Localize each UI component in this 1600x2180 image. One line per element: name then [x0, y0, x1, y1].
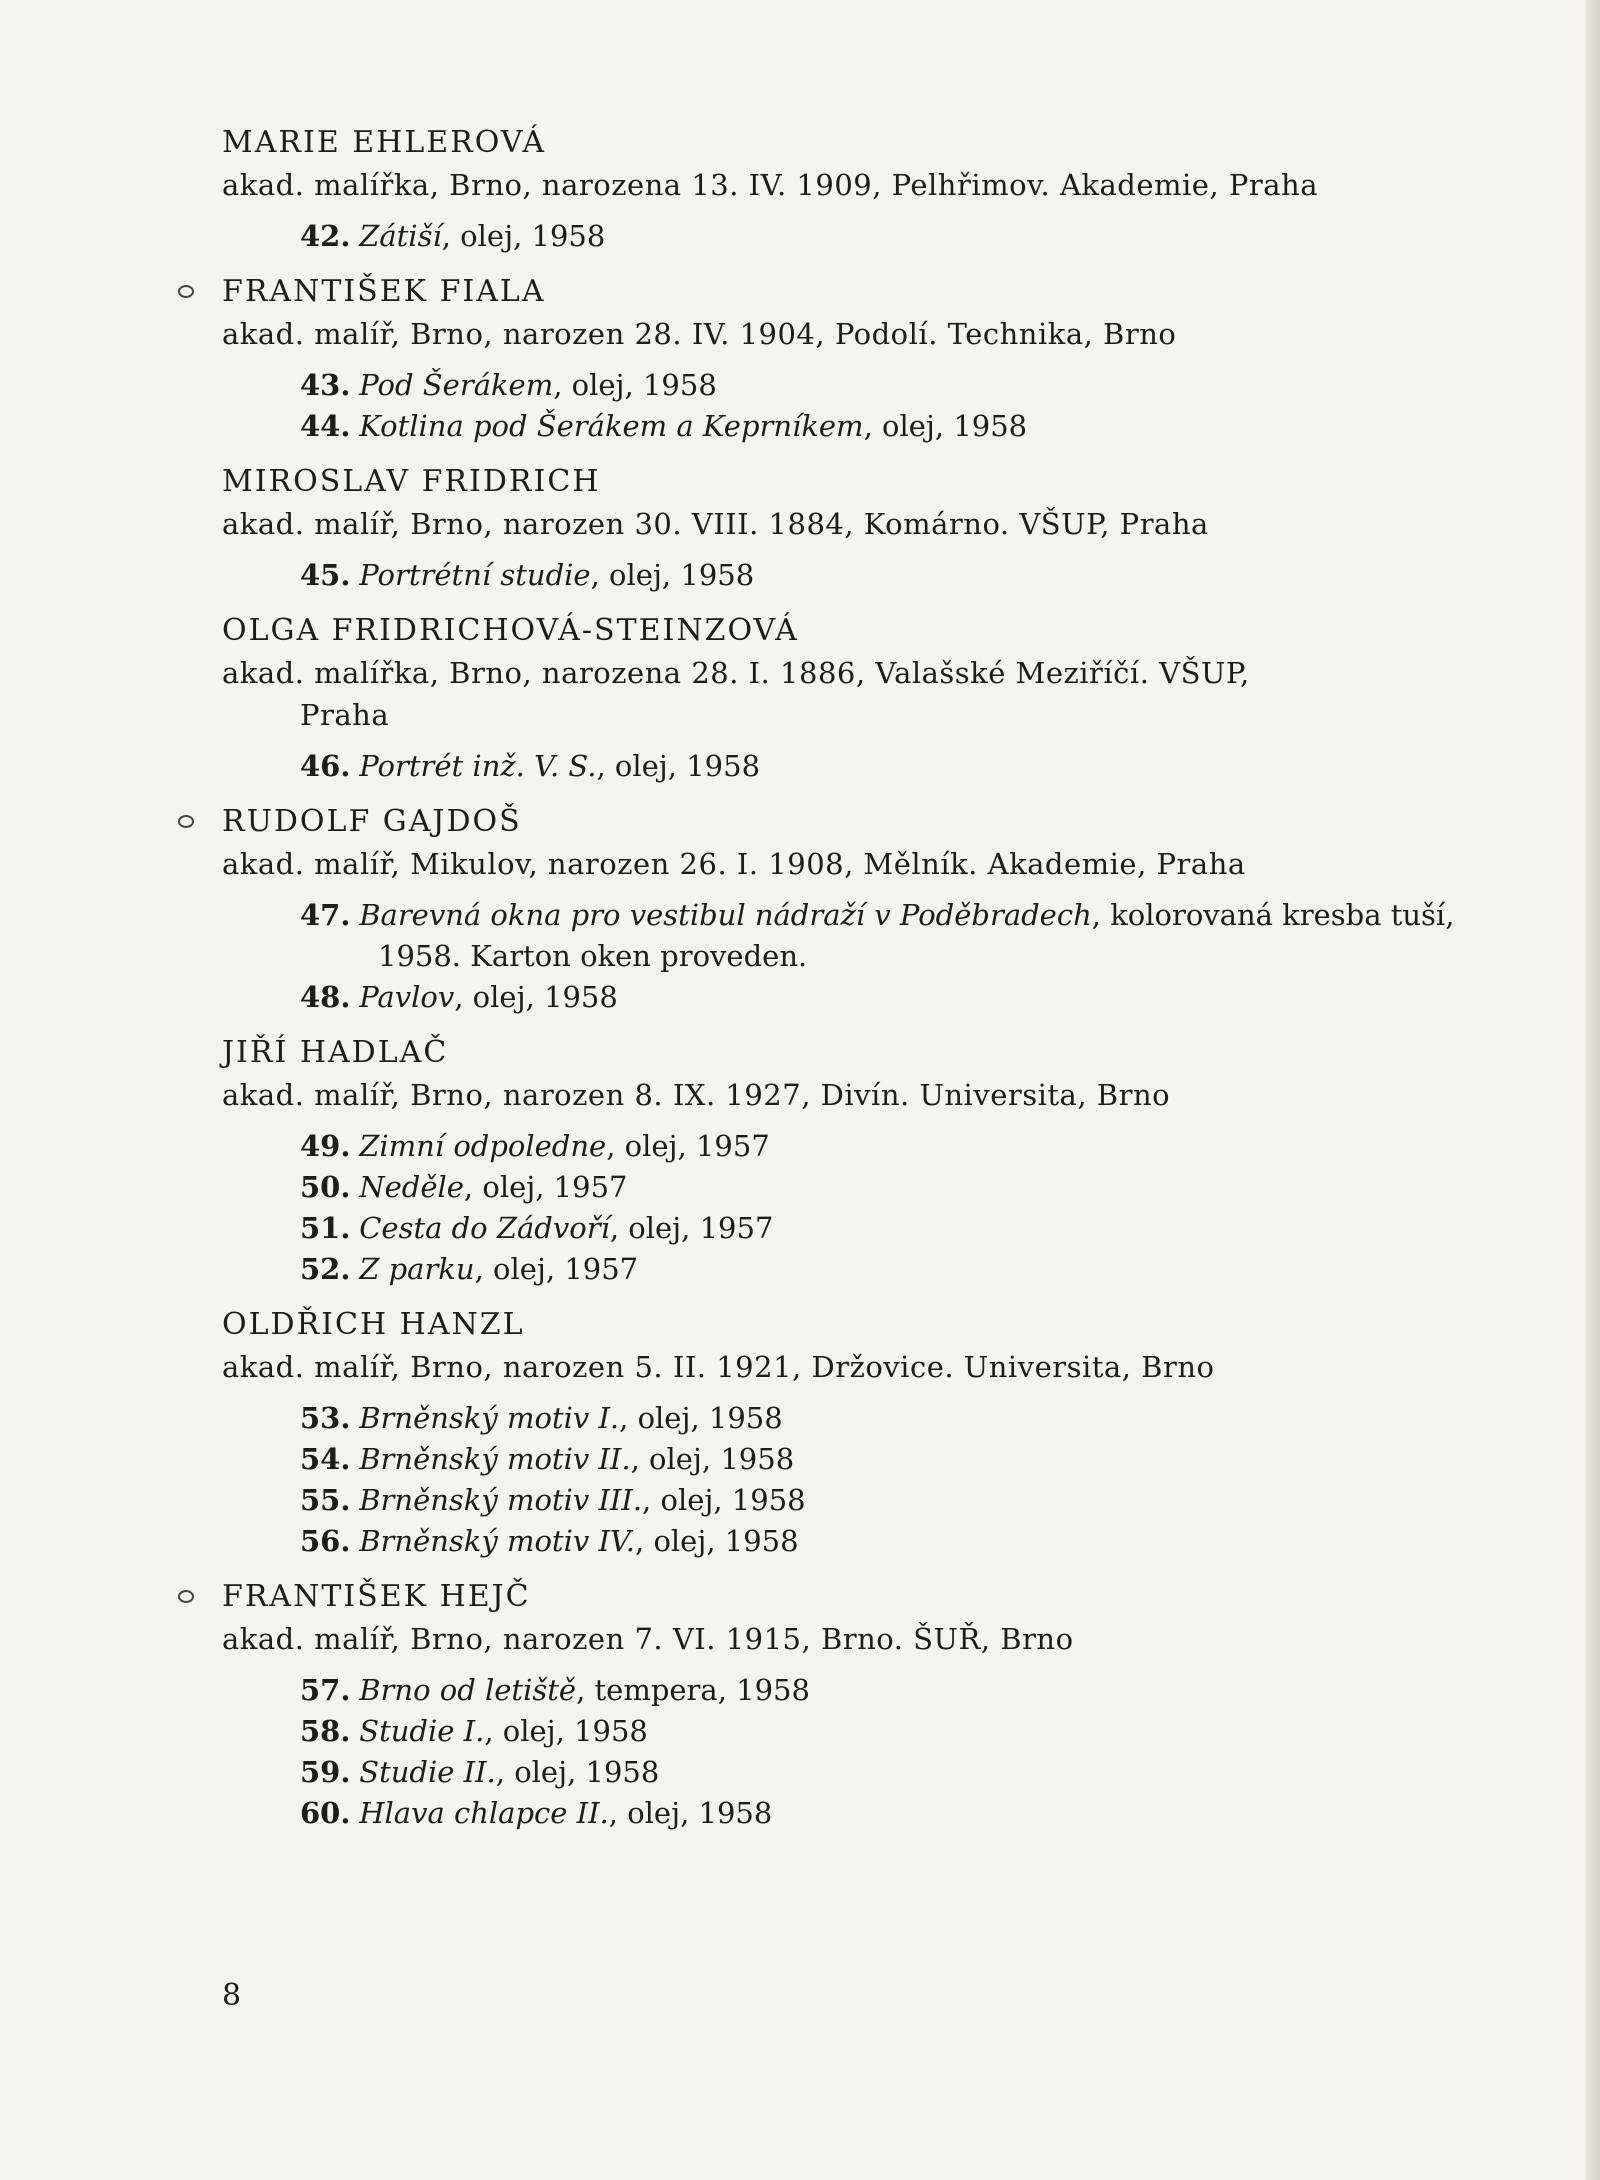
artist-name: FRANTIŠEK HEJČ [222, 1579, 531, 1614]
artwork-title: Hlava chlapce II. [359, 1796, 609, 1830]
artwork-details: , olej, 1957 [606, 1129, 770, 1163]
artwork-details: , olej, 1958 [590, 558, 755, 592]
artwork-title: Studie I. [359, 1714, 485, 1748]
artwork-title: Brněnský motiv IV. [359, 1524, 636, 1558]
artwork-item [222, 1793, 1482, 1834]
artist-entry [222, 610, 1482, 787]
artist-name: JIŘÍ HADLAČ [222, 1035, 449, 1070]
circle-mark-icon [178, 1590, 194, 1603]
artist-bio: akad. malířka, Brno, narozena 13. IV. 1909, Pelhřimov. Akademie, Praha [222, 168, 1318, 202]
artwork-number: 53. [300, 1401, 351, 1435]
artwork-title: Studie II. [359, 1755, 496, 1789]
artwork-details: , olej, 1958 [619, 1401, 783, 1435]
artwork-item [222, 1126, 1482, 1167]
artwork-item [222, 1711, 1482, 1752]
artwork-item [222, 1208, 1482, 1249]
artwork-details: , olej, 1958 [553, 368, 717, 402]
artist-name: RUDOLF GAJDOŠ [222, 804, 522, 839]
artist-bio: akad. malíř, Brno, narozen 28. IV. 1904, Podolí. Technika, Brno [222, 317, 1177, 351]
artwork-details: , tempera, 1958 [576, 1673, 810, 1707]
artwork-details: , olej, 1958 [454, 980, 618, 1014]
artwork-details: , olej, 1958 [596, 749, 761, 783]
artwork-title: Brněnský motiv I. [359, 1401, 620, 1435]
artwork-list [222, 1670, 1482, 1834]
artist-bio: akad. malíř, Brno, narozen 30. VIII. 1884, Komárno. VŠUP, Praha [222, 507, 1209, 541]
artist-entry [222, 1304, 1482, 1562]
artist-bio: akad. malíř, Mikulov, narozen 26. I. 1908, Mělník. Akademie, Praha [222, 847, 1246, 881]
artwork-item [222, 1398, 1482, 1439]
artwork-item [222, 1439, 1482, 1480]
artwork-number: 56. [300, 1524, 351, 1558]
artwork-title: Kotlina pod Šerákem a Keprníkem [359, 409, 864, 443]
artwork-list [222, 365, 1482, 447]
artist-entry [222, 801, 1482, 1018]
artwork-details: , olej, 1958 [608, 1796, 773, 1830]
artist-entry [222, 271, 1482, 447]
artwork-list [222, 555, 1482, 596]
artwork-details: , olej, 1958 [642, 1483, 806, 1517]
artist-name: OLGA FRIDRICHOVÁ-STEINZOVÁ [222, 613, 799, 648]
artwork-title: Brněnský motiv II. [359, 1442, 631, 1476]
artwork-list [222, 216, 1482, 257]
page-edge [1586, 0, 1600, 2180]
artwork-item [222, 555, 1482, 596]
artwork-title: Brněnský motiv III. [359, 1483, 643, 1517]
artwork-number: 42. [300, 219, 351, 253]
artwork-item [222, 1480, 1482, 1521]
artwork-title: Portrétní studie [359, 558, 591, 592]
page-number: 8 [222, 1978, 242, 2013]
artwork-title: Cesta do Zádvoří [359, 1211, 610, 1245]
artwork-details: , olej, 1957 [474, 1252, 639, 1286]
artwork-number: 58. [300, 1714, 351, 1748]
artist-bio: akad. malíř, Brno, narozen 5. II. 1921, Držovice. Universita, Brno [222, 1350, 1215, 1384]
artwork-list [222, 895, 1482, 1018]
artist-bio: akad. malíř, Brno, narozen 8. IX. 1927, Divín. Universita, Brno [222, 1078, 1171, 1112]
artist-name: MARIE EHLEROVÁ [222, 125, 547, 160]
artwork-item [222, 1521, 1482, 1562]
circle-mark-icon [178, 285, 194, 298]
artwork-item [222, 1167, 1482, 1208]
circle-mark-icon [178, 815, 194, 828]
artist-entry [222, 461, 1482, 596]
artwork-number: 46. [300, 749, 351, 783]
artwork-number: 51. [300, 1211, 351, 1245]
artwork-details: , olej, 1958 [441, 219, 606, 253]
artwork-title: Pavlov [359, 980, 455, 1014]
artwork-details: , olej, 1958 [630, 1442, 795, 1476]
artwork-number: 50. [300, 1170, 351, 1204]
artwork-details: , olej, 1957 [463, 1170, 628, 1204]
artwork-number: 49. [300, 1129, 351, 1163]
artwork-number: 43. [300, 368, 351, 402]
artwork-item [222, 406, 1482, 447]
artwork-title: Neděle [359, 1170, 464, 1204]
artwork-item [222, 365, 1482, 406]
artwork-number: 60. [300, 1796, 351, 1830]
artwork-item [222, 1249, 1482, 1290]
artwork-list [222, 1398, 1482, 1562]
artist-entry [222, 122, 1482, 257]
artwork-details: , olej, 1958 [495, 1755, 660, 1789]
artist-bio: akad. malíř, Brno, narozen 7. VI. 1915, Brno. ŠUŘ, Brno [222, 1622, 1074, 1656]
artist-entry [222, 1576, 1482, 1834]
artist-entry [222, 1032, 1482, 1290]
artwork-number: 52. [300, 1252, 351, 1286]
artist-name: MIROSLAV FRIDRICH [222, 464, 601, 499]
artwork-item [222, 1752, 1482, 1793]
artwork-title: Z parku [359, 1252, 475, 1286]
artist-bio-continuation: Praha [300, 698, 390, 732]
artwork-title: Barevná okna pro vestibul nádraží v Poděbradech [359, 898, 1092, 932]
artwork-number: 54. [300, 1442, 351, 1476]
artwork-number: 59. [300, 1755, 351, 1789]
artwork-title: Brno od letiště [359, 1673, 577, 1707]
artwork-title: Portrét inž. V. S. [359, 749, 597, 783]
artwork-item [222, 895, 1482, 977]
artwork-number: 44. [300, 409, 351, 443]
artwork-list [222, 1126, 1482, 1290]
artwork-number: 47. [300, 898, 351, 932]
artwork-title: Zátiší [359, 219, 442, 253]
artwork-details: , olej, 1957 [609, 1211, 774, 1245]
artwork-number: 55. [300, 1483, 351, 1517]
artwork-item [222, 216, 1482, 257]
artwork-title: Pod Šerákem [359, 368, 554, 402]
artwork-item [222, 746, 1482, 787]
artist-name: OLDŘICH HANZL [222, 1307, 525, 1342]
artwork-number: 48. [300, 980, 351, 1014]
artwork-number: 45. [300, 558, 351, 592]
artwork-details: , kolorovaná kresba tuší, 1958. Karton oken proveden. [378, 898, 1455, 973]
artwork-item [222, 1670, 1482, 1711]
artwork-title: Zimní odpoledne [359, 1129, 607, 1163]
artwork-number: 57. [300, 1673, 351, 1707]
artwork-details: , olej, 1958 [863, 409, 1028, 443]
artist-name: FRANTIŠEK FIALA [222, 274, 546, 309]
artwork-details: , olej, 1958 [635, 1524, 799, 1558]
artwork-item [222, 977, 1482, 1018]
artwork-list [222, 746, 1482, 787]
artist-list [222, 122, 1482, 1848]
artist-bio: akad. malířka, Brno, narozena 28. I. 1886, Valašské Meziříčí. VŠUP, [222, 656, 1250, 690]
artwork-details: , olej, 1958 [484, 1714, 648, 1748]
